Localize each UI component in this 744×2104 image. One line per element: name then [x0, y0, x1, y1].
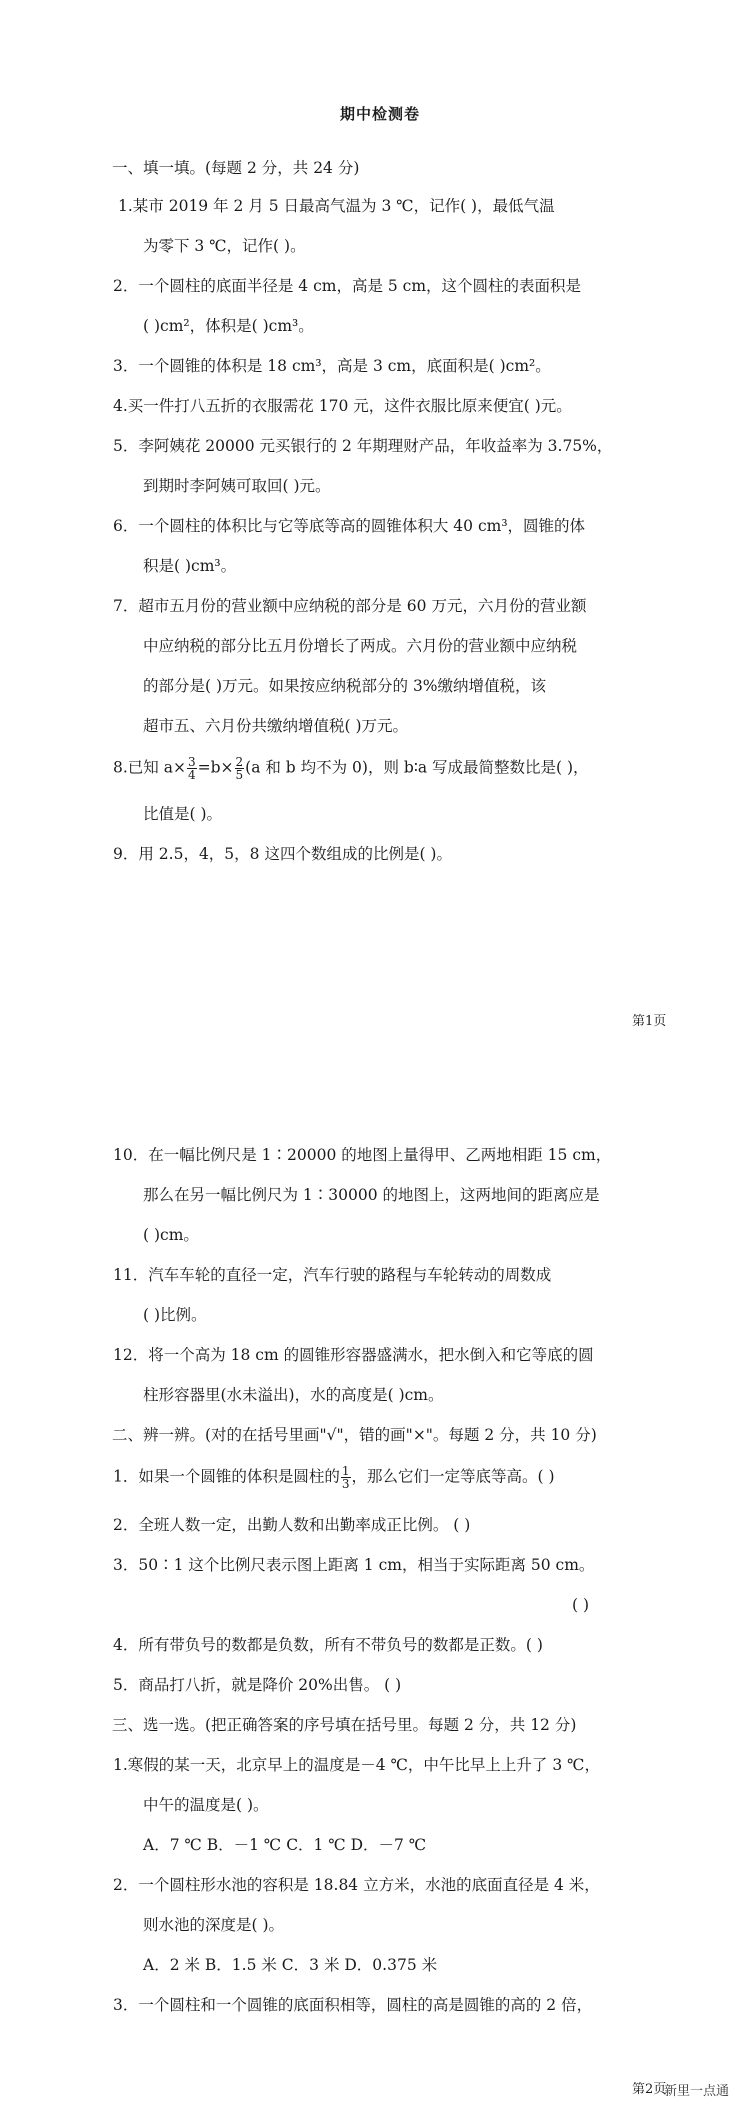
choice-options: A．2 米 B．1.5 米 C．3 米 D．0.375 米 — [143, 1956, 438, 1974]
question-line: 11．汽车车轮的直径一定，汽车行驶的路程与车轮转动的周数成 — [113, 1266, 552, 1284]
page-title: 期中检测卷 — [340, 105, 421, 123]
page-number: 第1页 — [632, 1014, 667, 1029]
judge-1-text-a: 1．如果一个圆锥的体积是圆柱的 — [113, 1467, 340, 1486]
question-line: 积是( )cm³。 — [143, 557, 237, 575]
question-line: 2．一个圆柱的底面半径是 4 cm，高是 5 cm，这个圆柱的表面积是 — [113, 277, 582, 295]
fraction: $\frac{1}{3}$ — [341, 1464, 350, 1491]
fraction: $\frac{2}{5}$ — [235, 755, 244, 782]
question-line: 中应纳税的部分比五月份增长了两成。六月份的营业额中应纳税 — [143, 637, 578, 655]
section-heading-judge: 二、辨一辨。(对的在括号里画"√"，错的画"×"。每题 2 分，共 10 分) — [112, 1426, 597, 1444]
question-line: 3．一个圆柱和一个圆锥的底面积相等，圆柱的高是圆锥的高的 2 倍， — [113, 1996, 593, 2014]
question-line: ( )cm。 — [143, 1226, 199, 1244]
question-line: 为零下 3 ℃，记作( )。 — [143, 237, 306, 255]
question-line: 超市五、六月份共缴纳增值税( )万元。 — [143, 717, 409, 735]
question-line: 3．50∶1 这个比例尺表示图上距离 1 cm，相当于实际距离 50 cm。 — [113, 1556, 595, 1574]
question-line: 的部分是( )万元。如果按应纳税部分的 3%缴纳增值税，该 — [143, 677, 547, 695]
question-line: 7．超市五月份的营业额中应纳税的部分是 60 万元，六月份的营业额 — [113, 597, 587, 615]
question-line: 5．李阿姨花 20000 元买银行的 2 年期理财产品，年收益率为 3.75%， — [113, 437, 613, 455]
answer-paren: ( ) — [572, 1596, 590, 1614]
question-line: 10．在一幅比例尺是 1∶20000 的地图上量得甲、乙两地相距 15 cm， — [113, 1146, 612, 1164]
question-line: 则水池的深度是( )。 — [143, 1916, 285, 1934]
q8-text-a: 8.已知 a× — [113, 758, 186, 777]
question-line: 柱形容器里(水未溢出)，水的高度是( )cm。 — [143, 1386, 444, 1404]
q8-text-c: (a 和 b 均不为 0)，则 b∶a 写成最简整数比是( )， — [245, 758, 589, 777]
section-heading-choose: 三、选一选。(把正确答案的序号填在括号里。每题 2 分，共 12 分) — [112, 1716, 577, 1734]
question-line: 2．全班人数一定，出勤人数和出勤率成正比例。 ( ) — [113, 1516, 471, 1534]
question-line: 4．所有带负号的数都是负数，所有不带负号的数都是正数。( ) — [113, 1636, 543, 1654]
question-line: 6．一个圆柱的体积比与它等底等高的圆锥体积大 40 cm³，圆锥的体 — [113, 517, 586, 535]
question-line: 3．一个圆锥的体积是 18 cm³，高是 3 cm，底面积是( )cm²。 — [113, 357, 551, 375]
question-line: 9．用 2.5，4，5，8 这四个数组成的比例是( )。 — [113, 845, 452, 863]
q8-text-b: =b× — [197, 758, 234, 777]
section-heading-fill: 一、填一填。(每题 2 分，共 24 分) — [112, 159, 360, 177]
page-number: 第2页 — [632, 2082, 667, 2097]
fraction: $\frac{3}{4}$ — [187, 755, 196, 782]
watermark: 新里一点通 — [664, 2084, 730, 2099]
question-line: 2．一个圆柱形水池的容积是 18.84 立方米，水池的底面直径是 4 米， — [113, 1876, 600, 1894]
question-line: 那么在另一幅比例尺为 1∶30000 的地图上，这两地间的距离应是 — [143, 1186, 600, 1204]
question-8 — [113, 756, 589, 781]
question-line: 中午的温度是( )。 — [143, 1796, 269, 1814]
question-line: 5．商品打八折，就是降价 20%出售。 ( ) — [113, 1676, 402, 1694]
question-line: 4.买一件打八五折的衣服需花 170 元，这件衣服比原来便宜( )元。 — [113, 397, 572, 415]
question-line: 12．将一个高为 18 cm 的圆锥形容器盛满水，把水倒入和它等底的圆 — [113, 1346, 594, 1364]
question-line: ( )比例。 — [143, 1306, 207, 1324]
question-line: 1.某市 2019 年 2 月 5 日最高气温为 3 ℃，记作( )，最低气温 — [118, 197, 555, 215]
question-line: 1.寒假的某一天，北京早上的温度是－4 ℃，中午比早上上升了 3 ℃， — [113, 1756, 600, 1774]
question-line: 到期时李阿姨可取回( )元。 — [143, 477, 331, 495]
question-line: ( )cm²，体积是( )cm³。 — [143, 317, 314, 335]
choice-options: A．7 ℃ B．－1 ℃ C．1 ℃ D．－7 ℃ — [143, 1836, 427, 1854]
judge-1-text-b: ，那么它们一定等底等高。( ) — [351, 1467, 555, 1486]
question-line: 比值是( )。 — [143, 805, 223, 823]
judge-1 — [113, 1465, 555, 1490]
